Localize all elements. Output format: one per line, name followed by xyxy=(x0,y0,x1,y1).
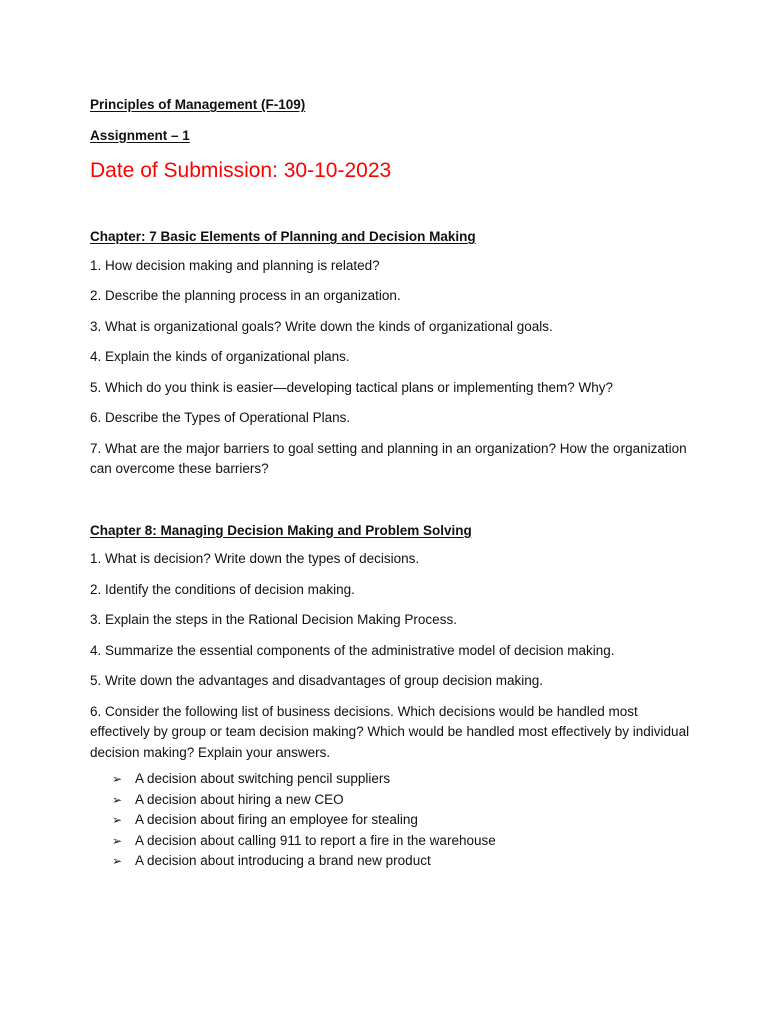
chapter-7-question-4: 4. Explain the kinds of organizational plans. xyxy=(90,349,350,364)
chapter-7-section xyxy=(90,227,690,480)
assignment-title: Assignment – 1 xyxy=(90,127,190,143)
list-item xyxy=(112,790,690,811)
list-item xyxy=(112,831,690,852)
document-content xyxy=(90,95,690,872)
decision-list xyxy=(90,769,690,872)
arrowhead-bullet-icon: ➢ xyxy=(112,854,123,868)
list-item xyxy=(112,810,690,831)
list-item-text: A decision about switching pencil suppliers xyxy=(135,771,391,786)
arrowhead-bullet-icon: ➢ xyxy=(112,772,123,786)
arrowhead-bullet-icon: ➢ xyxy=(112,833,123,848)
chapter-7-question-2: 2. Describe the planning process in an organization. xyxy=(90,288,401,303)
list-item xyxy=(112,769,690,790)
chapter-7-question-6: 6. Describe the Types of Operational Plans. xyxy=(90,410,351,425)
chapter-8-question-5: 5. Write down the advantages and disadvantages of group decision making. xyxy=(90,673,544,688)
submission-date: Date of Submission: 30-10-2023 xyxy=(90,159,392,182)
arrowhead-bullet-icon: ➢ xyxy=(112,792,123,807)
chapter-7-question-3: 3. What is organizational goals? Write down the kinds of organizational goals. xyxy=(90,318,553,334)
chapter-8-question-1: 1. What is decision? Write down the types of decisions. xyxy=(90,551,420,566)
list-item-text: A decision about hiring a new CEO xyxy=(135,791,344,807)
chapter-8-question-2: 2. Identify the conditions of decision making. xyxy=(90,581,355,597)
chapter-7-question-7: 7. What are the major barriers to goal setting and planning in an organization? How the organization can overcome these barriers? xyxy=(90,440,687,476)
chapter-7-title: Chapter: 7 Basic Elements of Planning and Decision Making xyxy=(90,229,476,244)
list-item-text: A decision about calling 911 to report a fire in the warehouse xyxy=(135,832,496,848)
chapter-8-question-4: 4. Summarize the essential components of the administrative model of decision making. xyxy=(90,642,615,658)
course-title: Principles of Management (F-109) xyxy=(90,97,306,112)
chapter-8-section xyxy=(90,521,690,872)
arrowhead-bullet-icon: ➢ xyxy=(112,813,123,827)
list-item xyxy=(112,851,690,872)
list-item-text: A decision about firing an employee for stealing xyxy=(135,812,418,827)
chapter-8-title: Chapter 8: Managing Decision Making and Problem Solving xyxy=(90,522,472,538)
list-item-text: A decision about introducing a brand new product xyxy=(135,853,431,868)
chapter-7-question-5: 5. Which do you think is easier—developing tactical plans or implementing them? Why? xyxy=(90,379,614,395)
chapter-7-question-1: 1. How decision making and planning is related? xyxy=(90,257,380,273)
chapter-8-question-6: 6. Consider the following list of business decisions. Which decisions would be handled most effectively by group or team decision making? Which would be handled most effectively by individual decision making? Explain your answers. xyxy=(90,703,690,760)
chapter-8-question-3: 3. Explain the steps in the Rational Decision Making Process. xyxy=(90,612,457,627)
